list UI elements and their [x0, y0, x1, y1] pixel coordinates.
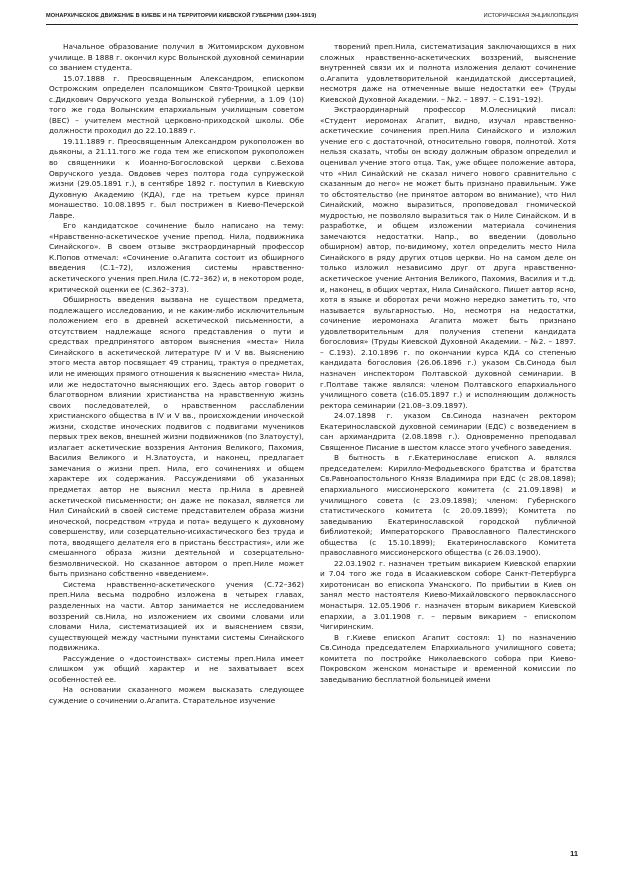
paragraph: Система нравственно-аскетического учения (С.72–362) преп.Нила весьма подробно изложена в четырех главах, разделенных на части. Автор занимается не исследованием воззрений св.Нила, но изложением их своими словами или словами Нила, систематизацией их и выяснением связи, существующей между частными пунктами системы Синайского подвижника. [49, 579, 304, 653]
paragraph: Начальное образование получил в Житомирском духовном училище. В 1888 г. окончил курс Волынской духовной семинарии со званием студента. [49, 42, 304, 73]
header-divider [46, 24, 578, 25]
paragraph: Обширность введения вызвана не существом предмета, подлежащего исследованию, и не каким-либо исключительным положением его в древней аскетической письменности, а отсутствием надлежаще ясного представления о пути и средствах предпринятого автором выяснения «места» Нила Синайского в аскетической литературе IV и V вв. Выяснению этого места автор посвящает 49 страниц, трактуя о предметах, или не имеющих прямого отношения к выяснению «места» Нила, или же недостаточно выясняющих его. Здесь автор говорит о благотворном влиянии христианства на нравственную жизнь своих последователей, о нравственном расслаблении христианского общества в IV и V вв., происхождении иноческой жизни, сходстве иноческих подвигов с подвигами мучеников первых трех веков, внешней жизни подвижников (по Златоусту), излагает аскетические воззрения Антония Великого, Пахомия, Василия Великого и Н.Златоуста, и наконец, предлагает замечания о жизни преп. Нила, его сочинениях и общем характере их содержания. Рассуждениями об указанных предметах автор не выяснил места пр.Нила в древней аскетической письменности; он даже не показал, является ли Нил Синайский в своей системе представителем образа жизни иноческой, посредством «труда и пота» ведущего к духовному совершенству, или созерцательно-исихастического без труда и пота, вводящего делателя его в пристань бесстрастия», или же смешанного образа жизни деятельной и созерцательно-безмолвнической. Но сказанное автором о преп.Ниле может быть признано собственно «введением». [49, 295, 304, 579]
paragraph: В г.Киеве епископ Агапит состоял: 1) по назначению Св.Синода председателем Епархиального училищного совета; комитета по постройке Николаевского собора при Киево-Покровском женском монастыре и временной комиссии по заведыванию бесплатной больницей имени [320, 632, 576, 684]
paragraph: Рассуждение о «достоинствах» системы преп.Нила имеет слишком уж общий характер и не захватывает всех особенностей ее. [49, 653, 304, 684]
header-book-title: МОНАРХИЧЕСКОЕ ДВИЖЕНИЕ В КИЕВЕ И НА ТЕРРИТОРИИ КИЕВСКОЙ ГУБЕРНИИ (1904-1919) [46, 13, 317, 19]
paragraph: 15.07.1888 г. Преосвященным Александром, епископом Острожским определен псаломщиком Свято-Троицкой церкви с.Дидкович Овручского уезда Волынской губернии, а 1.09 (10) того же года Волынским епархиальным училищным советом (ВЕС) – учителем местной церковно-приходской школы. Обе должности проходил до 22.10.1889 г. [49, 73, 304, 136]
running-header [46, 13, 578, 23]
header-series-title: ИСТОРИЧЕСКАЯ ЭНЦИКЛОПЕДИЯ [483, 13, 578, 19]
paragraph: На основании сказанного можем высказать следующее суждение о сочинении о.Агапита. Старательное изучение [49, 685, 304, 705]
right-text-column [320, 42, 576, 847]
paragraph: Его кандидатское сочинение было написано на тему: «Нравственно-аскетическое учение препод. Нила, подвижника Синайского». В своем отзыве экстраординарный профессор К.Попов отмечал: «Сочинение о.Агапита состоит из обширного введения (С.1–72), изложения системы нравственно-аскетического учения преп.Нила (С.72–362) и, в некотором роде, критической оценки ее (С.362–373). [49, 221, 304, 294]
paragraph: Экстраординарный профессор М.Олесницкий писал: «Студент иеромонах Агапит, видно, изучал нравственно-аскетические сочинения преп.Нила Синайского и изложил учение его с достаточной, относительно говоря, полнотой. Хотя нельзя сказать, чтобы он всюду должным образом определил и оценивал учение этого отца. Так, уже общее положение автора, что «Нил Синайский не сказал ничего нового сравнительно с сказанным до него» не может быть признано правильным. Уже то обстоятельство (не принятое автором во внимание), что Нил Синайский, можно выразиться, проповедовал гномической мудростью, не позволяло выразиться так о Ниле Синайском. И в разработке, и общем изложении материала сочинения замечаются недостатки. Напр., во введении (довольно обширном) автор, по-видимому, хотел определить место Нила Синайского в ряду других отцов церкви. Но на самом деле он только изложил независимо друг от друга нравственно-аскетическое учение Антония Великого, Пахомия, Василия и т.д. и, наконец, в общих чертах, Нила Синайского. Пишет автор ясно, хотя в языке и оборотах речи можно нередко заметить то, что называется вульгарностью. Но, несмотря на недостатки, сочинение иеромонаха Агапита может быть признано удовлетворительным для получения степени кандидата богословия» (Труды Киевской Духовной Академии. – №2. – 1897. – С.193). 2.10.1896 г. по окончании курса КДА со степенью кандидата богословия (26.06.1896 г.) указом Св.Синода был назначен инспектором Полтавской духовной семинарии. В г.Полтаве также являлся: членом Полтавского епархиального училищного совета (с16.05.1897 г.) и исполняющим должность ректора семинарии (21.08–3.09.1897). [320, 105, 576, 410]
paragraph: творений преп.Нила, систематизация заключающихся в них сложных нравственно-аскетических воззрений, выяснение внутренней связи их и полнота изложения делают сочинение о.Агапита удовлетворительной кандидатской диссертацией, несмотря даже на отмеченные выше недостатки ее» (Труды Киевской Духовной Академии. – №2. – 1897. – С.191–192). [320, 42, 576, 104]
page-number: 11 [570, 849, 578, 858]
paragraph: В бытность в г.Екатеринославе епископ А. являлся председателем: Кирилло-Мефодьевского братства и братства Св.Равноапостольного Князя Владимира при ЕДС (с 28.08.1898); епархиального миссионерского комитета (с 21.09.1898) и училищного совета (с 23.09.1898); членом: Губернского статистического комитета (с 20.09.1899); Комитета по заведыванию Екатеринославской городской публичной библиотекой; Императорского Православного Палестинского общества (с 15.10.1899); Екатеринославского Комитета православного миссионерского общества (с 26.03.1900). [320, 453, 576, 558]
paragraph: 22.03.1902 г. назначен третьим викарием Киевской епархии и 7.04 того же года в Исаакиевском соборе Санкт-Петербурга хиротонисан во епископа Уманского. По прибытии в Киев он занял место настоятеля Киево-Михайловского первоклассного монастыря. 12.05.1906 г. назначен вторым викарием Киевской епархии, а 3.01.1908 г. – первым викарием – епископом Чигиринским. [320, 558, 576, 632]
paragraph: 19.11.1889 г. Преосвященным Александром рукоположен во дьяконы, а 21.11.того же года тем же епископом рукоположен во священники к Иоанно-Богословской церкви с.Бехова Овручского уезда. Овдовев через полтора года супружеской жизни (29.05.1891 г.), в сентябре 1892 г. поступил в Киевскую Духовную Академию (КДА), где на третьем курсе принял монашество. 10.08.1895 г. был пострижен в Киево-Печерской Лавре. [49, 136, 304, 220]
left-text-column [49, 42, 304, 847]
paragraph: 24.07.1898 г. указом Св.Синода назначен ректором Екатеринославской духовной семинарии (ЕДС) с возведением в сан архимандрита (2.08.1898 г.). Одновременно преподавал Священное Писание в шестом классе этого учебного заведения. [320, 411, 576, 452]
